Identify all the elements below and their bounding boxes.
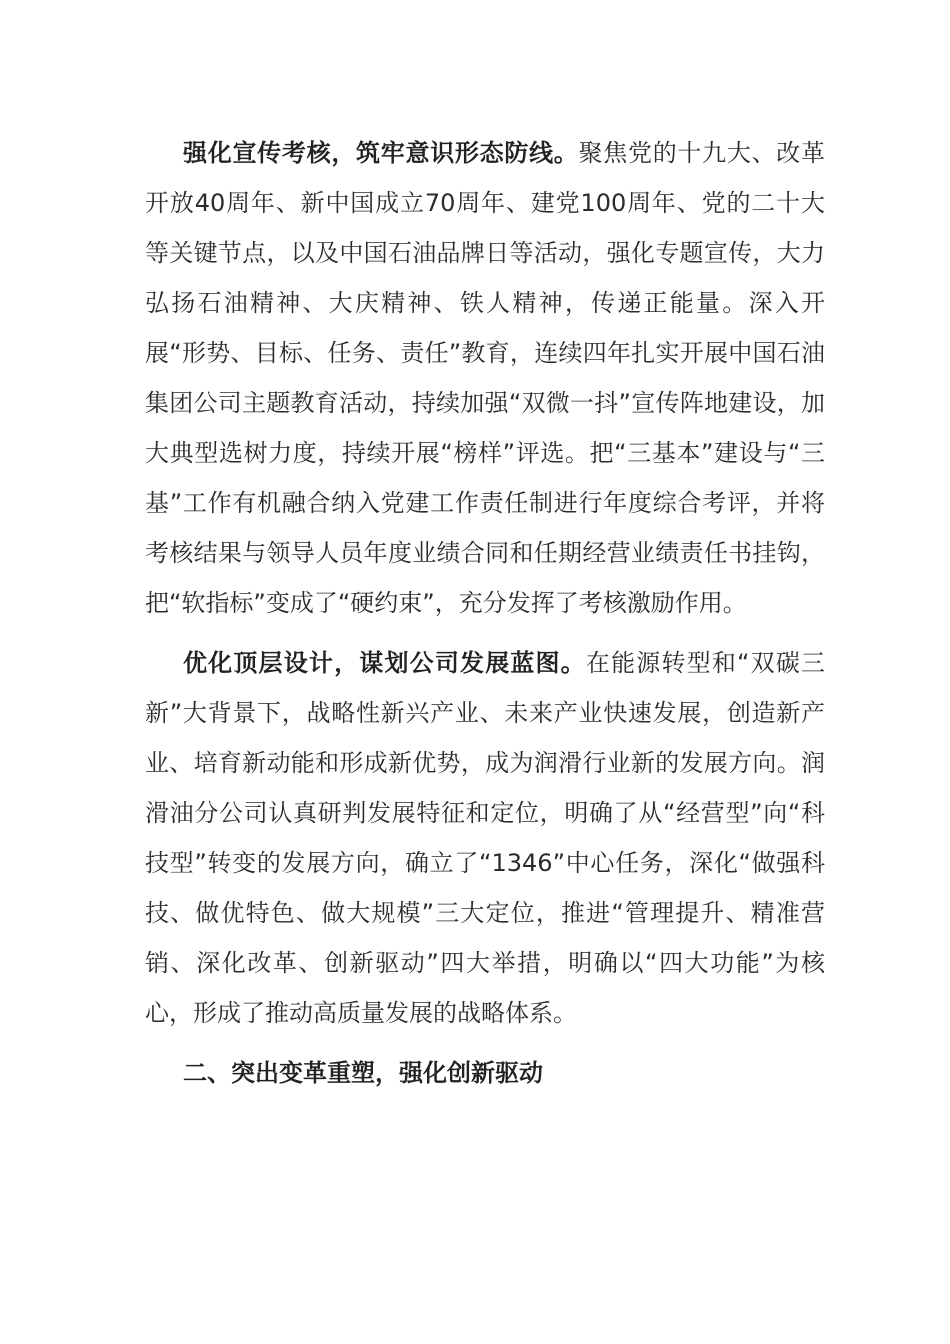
paragraph-lead: 强化宣传考核，筑牢意识形态防线。: [183, 139, 579, 167]
paragraph-body: 聚焦党的十九大、改革开放40周年、新中国成立70周年、建党100周年、党的二十大等关键节点，以及中国石油品牌日等活动，强化专题宣传，大力弘扬石油精神、大庆精神、铁人精神，传递正能量。深入开展“形势、目标、任务、责任”教育，连续四年扎实开展中国石油集团公司主题教育活动，持续加强“双微一抖”宣传阵地建设，加大典型选树力度，持续开展“榜样”评选。把“三基本”建设与“三基”工作有机融合纳入党建工作责任制进行年度综合考评，并将考核结果与领导人员年度业绩合同和任期经营业绩责任书挂钩，把“软指标”变成了“硬约束”，充分发挥了考核激励作用。: [145, 139, 826, 617]
section-heading: 二、突出变革重塑，强化创新驱动: [183, 1059, 543, 1087]
paragraph-propaganda: [145, 128, 825, 628]
document-page: [145, 128, 825, 1098]
paragraph-top-level-design: [145, 638, 825, 1038]
paragraph-lead: 优化顶层设计，谋划公司发展蓝图。: [183, 649, 586, 677]
paragraph-body: 在能源转型和“双碳三新”大背景下，战略性新兴产业、未来产业快速发展，创造新产业、培育新动能和形成新优势，成为润滑行业新的发展方向。润滑油分公司认真研判发展特征和定位，明确了从“经营型”向“科技型”转变的发展方向，确立了“1346”中心任务，深化“做强科技、做优特色、做大规模”三大定位，推进“管理提升、精准营销、深化改革、创新驱动”四大举措，明确以“四大功能”为核心，形成了推动高质量发展的战略体系。: [145, 649, 825, 1027]
